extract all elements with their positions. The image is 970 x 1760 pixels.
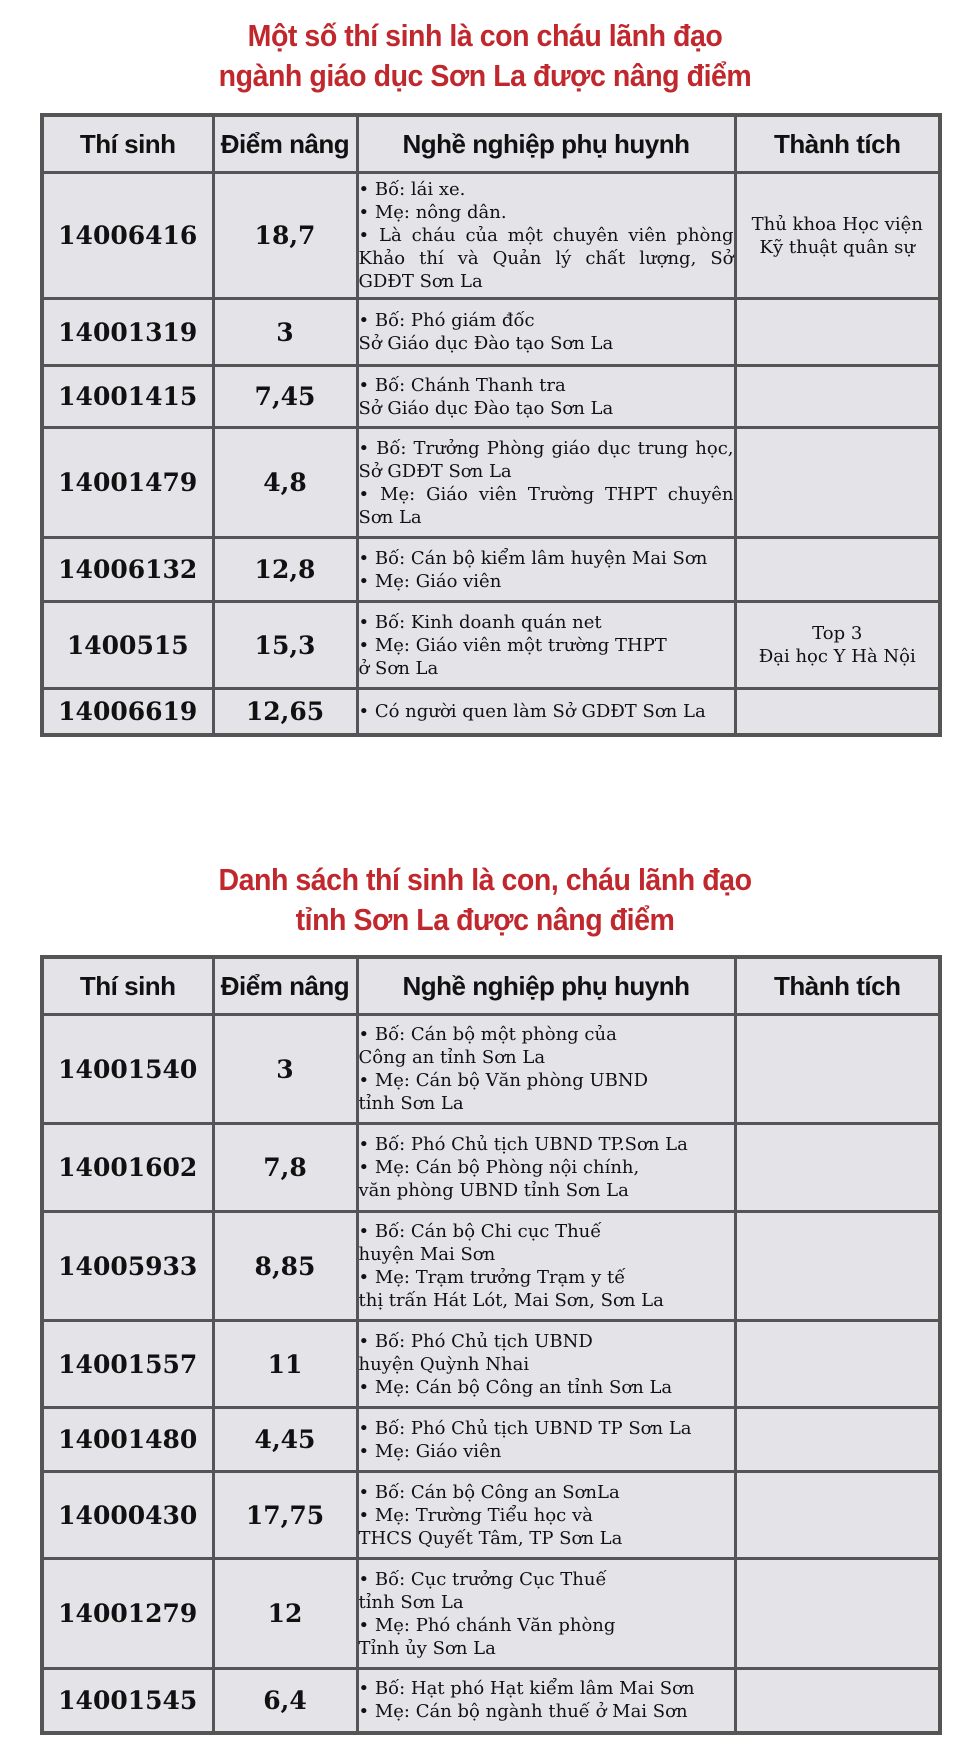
candidate-id: 14001279 xyxy=(42,1559,213,1669)
table1-title-line1: Một số thí sinh là con cháu lãnh đạo xyxy=(247,18,723,53)
parent-job: • Bố: lái xe. • Mẹ: nông dân. • Là cháu của một chuyên viên phòng Khảo thí và Quản lý chất lượng, Sở GDĐT Sơn La xyxy=(357,173,735,299)
header-achievement: Thành tích xyxy=(735,957,940,1015)
parent-job: • Bố: Cán bộ một phòng của Công an tỉnh Sơn La • Mẹ: Cán bộ Văn phòng UBND tỉnh Sơn La xyxy=(357,1015,735,1124)
header-candidate: Thí sinh xyxy=(42,957,213,1015)
table1-header-row xyxy=(42,115,940,173)
raised-score: 7,8 xyxy=(213,1124,357,1212)
header-achievement: Thành tích xyxy=(735,115,940,173)
achievement xyxy=(735,1472,940,1559)
candidate-id: 14001557 xyxy=(42,1321,213,1408)
parent-job: • Có người quen làm Sở GDĐT Sơn La xyxy=(357,689,735,735)
raised-score: 18,7 xyxy=(213,173,357,299)
table-row xyxy=(42,689,940,735)
raised-score: 6,4 xyxy=(213,1669,357,1733)
table-row xyxy=(42,1408,940,1472)
raised-score: 4,8 xyxy=(213,428,357,538)
table-row xyxy=(42,1669,940,1733)
candidate-id: 14006416 xyxy=(42,173,213,299)
candidate-id: 14006619 xyxy=(42,689,213,735)
achievement xyxy=(735,1321,940,1408)
achievement xyxy=(735,1559,940,1669)
achievement xyxy=(735,366,940,428)
table2-title-line2: tỉnh Sơn La được nâng điểm xyxy=(295,902,675,937)
achievement xyxy=(735,1124,940,1212)
raised-score: 17,75 xyxy=(213,1472,357,1559)
candidate-id: 14006132 xyxy=(42,538,213,602)
achievement xyxy=(735,1669,940,1733)
table-row xyxy=(42,1015,940,1124)
candidate-id: 14005933 xyxy=(42,1212,213,1321)
raised-score: 11 xyxy=(213,1321,357,1408)
candidate-id: 14001415 xyxy=(42,366,213,428)
raised-score: 4,45 xyxy=(213,1408,357,1472)
raised-score: 15,3 xyxy=(213,602,357,689)
raised-score: 8,85 xyxy=(213,1212,357,1321)
candidate-id: 14001479 xyxy=(42,428,213,538)
header-parent-job: Nghề nghiệp phụ huynh xyxy=(357,115,735,173)
table-row xyxy=(42,538,940,602)
parent-job: • Bố: Phó giám đốc Sở Giáo dục Đào tạo Sơn La xyxy=(357,299,735,366)
achievement xyxy=(735,689,940,735)
parent-job: • Bố: Cục trưởng Cục Thuế tỉnh Sơn La • Mẹ: Phó chánh Văn phòng Tỉnh ủy Sơn La xyxy=(357,1559,735,1669)
achievement xyxy=(735,428,940,538)
candidate-id: 14001540 xyxy=(42,1015,213,1124)
raised-score: 12 xyxy=(213,1559,357,1669)
header-candidate: Thí sinh xyxy=(42,115,213,173)
parent-job: • Bố: Phó Chủ tịch UBND TP.Sơn La • Mẹ: Cán bộ Phòng nội chính, văn phòng UBND tỉnh Sơn La xyxy=(357,1124,735,1212)
achievement: Thủ khoa Học viện Kỹ thuật quân sự xyxy=(735,173,940,299)
parent-job: • Bố: Cán bộ Công an SơnLa • Mẹ: Trường Tiểu học và THCS Quyết Tâm, TP Sơn La xyxy=(357,1472,735,1559)
raised-score: 3 xyxy=(213,299,357,366)
table-row xyxy=(42,1124,940,1212)
table2-header-row xyxy=(42,957,940,1015)
parent-job: • Bố: Phó Chủ tịch UBND huyện Quỳnh Nhai • Mẹ: Cán bộ Công an tỉnh Sơn La xyxy=(357,1321,735,1408)
candidate-id: 1400515 xyxy=(42,602,213,689)
header-raised-score: Điểm nâng xyxy=(213,957,357,1015)
candidate-id: 14001602 xyxy=(42,1124,213,1212)
table1 xyxy=(40,113,942,737)
table2-title xyxy=(39,860,931,940)
table-row xyxy=(42,1321,940,1408)
achievement xyxy=(735,299,940,366)
parent-job: • Bố: Cán bộ kiểm lâm huyện Mai Sơn • Mẹ: Giáo viên xyxy=(357,538,735,602)
parent-job: • Bố: Trưởng Phòng giáo dục trung học, Sở GDĐT Sơn La • Mẹ: Giáo viên Trường THPT chuyên Sơn La xyxy=(357,428,735,538)
candidate-id: 14001319 xyxy=(42,299,213,366)
table-row xyxy=(42,1472,940,1559)
parent-job: • Bố: Kinh doanh quán net • Mẹ: Giáo viên một trường THPT ở Sơn La xyxy=(357,602,735,689)
raised-score: 12,8 xyxy=(213,538,357,602)
raised-score: 12,65 xyxy=(213,689,357,735)
table-row xyxy=(42,602,940,689)
table1-title xyxy=(39,16,931,96)
achievement xyxy=(735,1408,940,1472)
header-parent-job: Nghề nghiệp phụ huynh xyxy=(357,957,735,1015)
parent-job: • Bố: Cán bộ Chi cục Thuế huyện Mai Sơn • Mẹ: Trạm trưởng Trạm y tế thị trấn Hát Lót, Mai Sơn, Sơn La xyxy=(357,1212,735,1321)
achievement xyxy=(735,1212,940,1321)
table2 xyxy=(40,955,942,1735)
table-row xyxy=(42,1212,940,1321)
parent-job: • Bố: Hạt phó Hạt kiểm lâm Mai Sơn • Mẹ: Cán bộ ngành thuế ở Mai Sơn xyxy=(357,1669,735,1733)
parent-job: • Bố: Chánh Thanh tra Sở Giáo dục Đào tạo Sơn La xyxy=(357,366,735,428)
achievement xyxy=(735,538,940,602)
candidate-id: 14000430 xyxy=(42,1472,213,1559)
table-row xyxy=(42,1559,940,1669)
raised-score: 3 xyxy=(213,1015,357,1124)
table-row xyxy=(42,428,940,538)
achievement xyxy=(735,1015,940,1124)
candidate-id: 14001545 xyxy=(42,1669,213,1733)
candidate-id: 14001480 xyxy=(42,1408,213,1472)
table-row xyxy=(42,299,940,366)
table-row xyxy=(42,366,940,428)
table1-title-line2: ngành giáo dục Sơn La được nâng điểm xyxy=(218,58,752,93)
header-raised-score: Điểm nâng xyxy=(213,115,357,173)
parent-job: • Bố: Phó Chủ tịch UBND TP Sơn La • Mẹ: Giáo viên xyxy=(357,1408,735,1472)
raised-score: 7,45 xyxy=(213,366,357,428)
table-row xyxy=(42,173,940,299)
table2-title-line1: Danh sách thí sinh là con, cháu lãnh đạo xyxy=(218,862,752,897)
achievement: Top 3 Đại học Y Hà Nội xyxy=(735,602,940,689)
